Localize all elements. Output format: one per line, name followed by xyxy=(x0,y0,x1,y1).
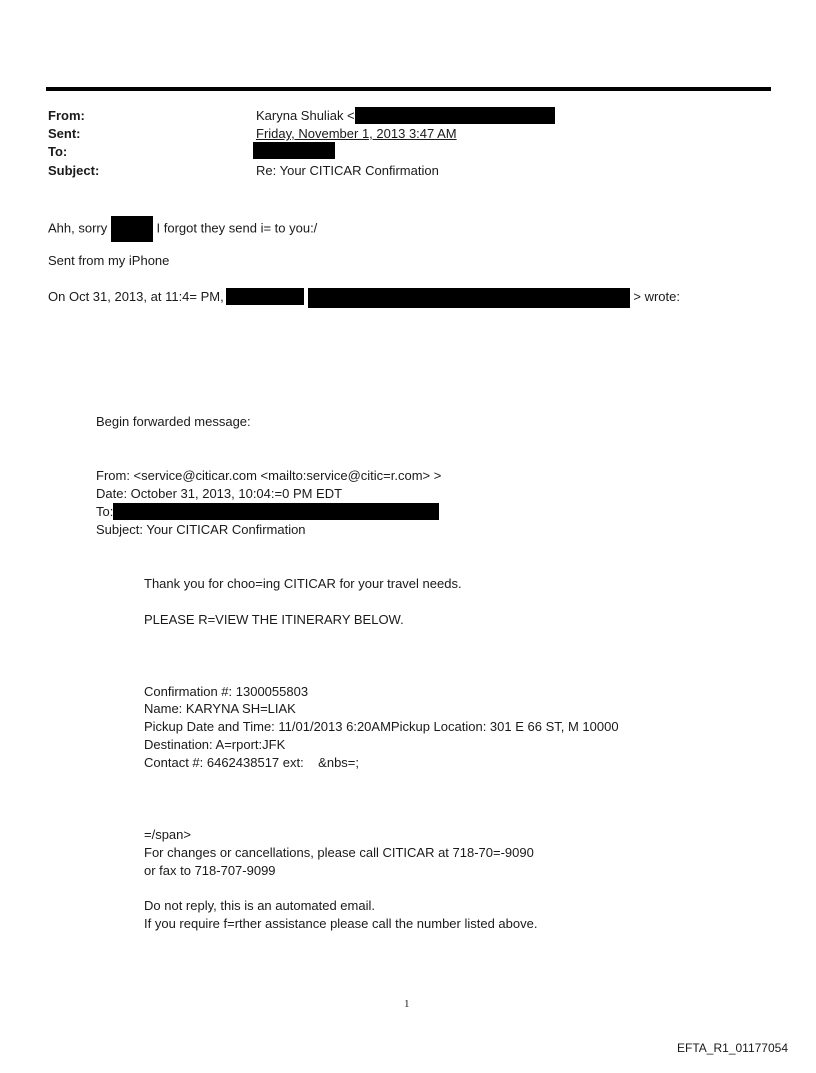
subject-value: Re: Your CITICAR Confirmation xyxy=(256,163,439,178)
document-id: EFTA_R1_01177054 xyxy=(677,1041,788,1055)
sent-from-signature: Sent from my iPhone xyxy=(48,253,170,268)
contact-number: Contact #: 6462438517 ext: &nbs=; xyxy=(144,755,360,770)
fax-line: or fax to 718-707-9099 xyxy=(144,863,276,878)
assistance-line: If you require f=rther assistance please call the number listed above. xyxy=(144,916,538,931)
redaction xyxy=(308,288,630,308)
from-value xyxy=(256,107,555,124)
quoted-intro-start: On Oct 31, 2013, at 11:4= PM, xyxy=(48,289,224,304)
no-reply-line: Do not reply, this is an automated email. xyxy=(144,898,375,913)
destination: Destination: A=rport:JFK xyxy=(144,737,286,752)
to-value xyxy=(253,142,335,159)
please-review-line: PLEASE R=VIEW THE ITINERARY BELOW. xyxy=(144,612,404,627)
thanks-line: Thank you for choo=ing CITICAR for your travel needs. xyxy=(144,576,462,591)
passenger-name: Name: KARYNA SH=LIAK xyxy=(144,701,296,716)
from-label: From: xyxy=(48,108,85,123)
fwd-subject: Subject: Your CITICAR Confirmation xyxy=(96,522,306,537)
reply-text-start: Ahh, sorry xyxy=(48,220,108,236)
confirmation-number: Confirmation #: 1300055803 xyxy=(144,684,309,699)
quoted-intro-end: > wrote: xyxy=(633,289,680,304)
sent-label: Sent: xyxy=(48,126,81,141)
reply-text-end: I forgot they send i= to you:/ xyxy=(156,220,318,236)
changes-line: For changes or cancellations, please call CITICAR at 718-70=-9090 xyxy=(144,845,534,860)
redaction xyxy=(111,216,153,242)
sent-value: Friday, November 1, 2013 3:47 AM xyxy=(256,126,457,141)
quoted-intro xyxy=(48,288,680,308)
pickup-details: Pickup Date and Time: 11/01/2013 6:20AMPickup Location: 301 E 66 ST, M 10000 xyxy=(144,719,619,734)
fwd-date: Date: October 31, 2013, 10:04:=0 PM EDT xyxy=(96,486,343,501)
header-divider xyxy=(46,87,771,91)
to-label: To: xyxy=(48,144,68,159)
begin-forwarded: Begin forwarded message: xyxy=(96,414,251,429)
reply-line xyxy=(48,216,317,242)
fwd-to xyxy=(96,503,439,520)
fwd-from: From: <service@citicar.com <mailto:service@citic=r.com> > xyxy=(96,468,442,483)
page-number: 1 xyxy=(404,998,410,1010)
span-artifact: =/span> xyxy=(144,827,191,842)
redaction xyxy=(226,288,304,305)
subject-label: Subject: xyxy=(48,163,100,178)
redaction xyxy=(113,503,439,520)
redaction xyxy=(253,142,335,159)
from-name: Karyna Shuliak < xyxy=(256,108,355,123)
fwd-to-label: To: xyxy=(96,504,114,519)
redaction xyxy=(355,107,555,124)
